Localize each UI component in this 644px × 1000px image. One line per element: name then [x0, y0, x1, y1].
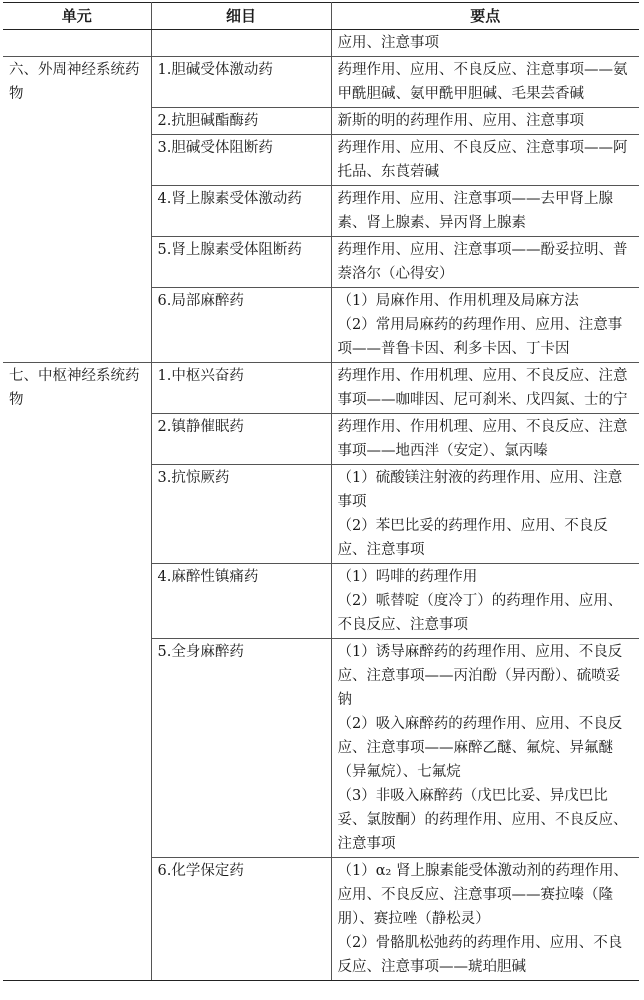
item-cell: 3.抗惊厥药 [151, 465, 331, 564]
point-text: （2）骨骼肌松弛药的药理作用、应用、不良反应、注意事项——琥珀胆碱 [337, 935, 623, 975]
syllabus-table [3, 2, 639, 981]
points-cell [331, 564, 639, 639]
point-text: 药理作用、应用、注意事项——酚妥拉明、普萘洛尔（心得安） [337, 242, 628, 282]
points-cell [331, 639, 639, 858]
points-cell [331, 237, 639, 288]
point-text: （2）苯巴比妥的药理作用、应用、不良反应、注意事项 [337, 518, 608, 558]
point-text: 药理作用、作用机理、应用、不良反应、注意事项——地西泮（安定）、氯丙嗪 [337, 419, 628, 459]
header-item: 细目 [151, 3, 331, 30]
point-text: （2）常用局麻药的药理作用、应用、注意事项——普鲁卡因、利多卡因、丁卡因 [337, 317, 623, 357]
point-text: （1）诱导麻醉药的药理作用、应用、不良反应、注意事项——丙泊酚（异丙酚）、硫喷妥钠 [337, 644, 623, 708]
table-row [3, 30, 639, 57]
header-points: 要点 [331, 3, 639, 30]
point-text: 新斯的明的药理作用、应用、注意事项 [337, 113, 584, 129]
item-cell: 2.抗胆碱酯酶药 [151, 108, 331, 135]
item-cell: 5.全身麻醉药 [151, 639, 331, 858]
points-cell [331, 57, 639, 108]
table-header-row [3, 3, 639, 30]
points-cell [331, 414, 639, 465]
item-cell: 1.胆碱受体激动药 [151, 57, 331, 108]
item-cell: 4.肾上腺素受体激动药 [151, 186, 331, 237]
points-cell [331, 288, 639, 363]
points-cell [331, 186, 639, 237]
point-text: 药理作用、应用、不良反应、注意事项——氨甲酰胆碱、氨甲酰甲胆碱、毛果芸香碱 [337, 62, 628, 102]
point-text: （2）吸入麻醉药的药理作用、应用、不良反应、注意事项——麻醉乙醚、氟烷、异氟醚（异氟烷）、七氟烷 [337, 716, 623, 780]
point-text: （1）局麻作用、作用机理及局麻方法 [337, 293, 579, 309]
item-cell: 2.镇静催眠药 [151, 414, 331, 465]
point-text: （1）α₂ 肾上腺素能受体激动剂的药理作用、应用、不良反应、注意事项——赛拉嗪（隆朋）、赛拉唑（静松灵） [337, 863, 628, 927]
point-text: 药理作用、作用机理、应用、不良反应、注意事项——咖啡因、尼可刹米、戊四氮、士的宁 [337, 368, 628, 408]
point-text: （2）哌替啶（度冷丁）的药理作用、应用、不良反应、注意事项 [337, 593, 623, 633]
item-cell [151, 30, 331, 57]
table-row [3, 57, 639, 108]
point-text: （3）非吸入麻醉药（戊巴比妥、异戊巴比妥、氯胺酮）的药理作用、应用、不良反应、注意事项 [337, 788, 628, 852]
points-cell [331, 30, 639, 57]
point-text: 药理作用、应用、注意事项——去甲肾上腺素、肾上腺素、异丙肾上腺素 [337, 191, 613, 231]
point-text: 药理作用、应用、不良反应、注意事项——阿托品、东莨菪碱 [337, 140, 628, 180]
table-row [3, 363, 639, 414]
point-text: （1）硫酸镁注射液的药理作用、应用、注意事项 [337, 470, 623, 510]
points-cell [331, 465, 639, 564]
unit-cell [3, 30, 151, 57]
item-cell: 5.肾上腺素受体阻断药 [151, 237, 331, 288]
points-cell [331, 858, 639, 981]
header-unit: 单元 [3, 3, 151, 30]
point-text: （1）吗啡的药理作用 [337, 569, 478, 585]
item-cell: 6.局部麻醉药 [151, 288, 331, 363]
item-cell: 6.化学保定药 [151, 858, 331, 981]
point-text: 应用、注意事项 [337, 35, 439, 51]
item-cell: 1.中枢兴奋药 [151, 363, 331, 414]
item-cell: 3.胆碱受体阻断药 [151, 135, 331, 186]
points-cell [331, 108, 639, 135]
points-cell [331, 363, 639, 414]
unit-cell: 六、外周神经系统药物 [3, 57, 151, 363]
unit-cell: 七、中枢神经系统药物 [3, 363, 151, 981]
points-cell [331, 135, 639, 186]
item-cell: 4.麻醉性镇痛药 [151, 564, 331, 639]
